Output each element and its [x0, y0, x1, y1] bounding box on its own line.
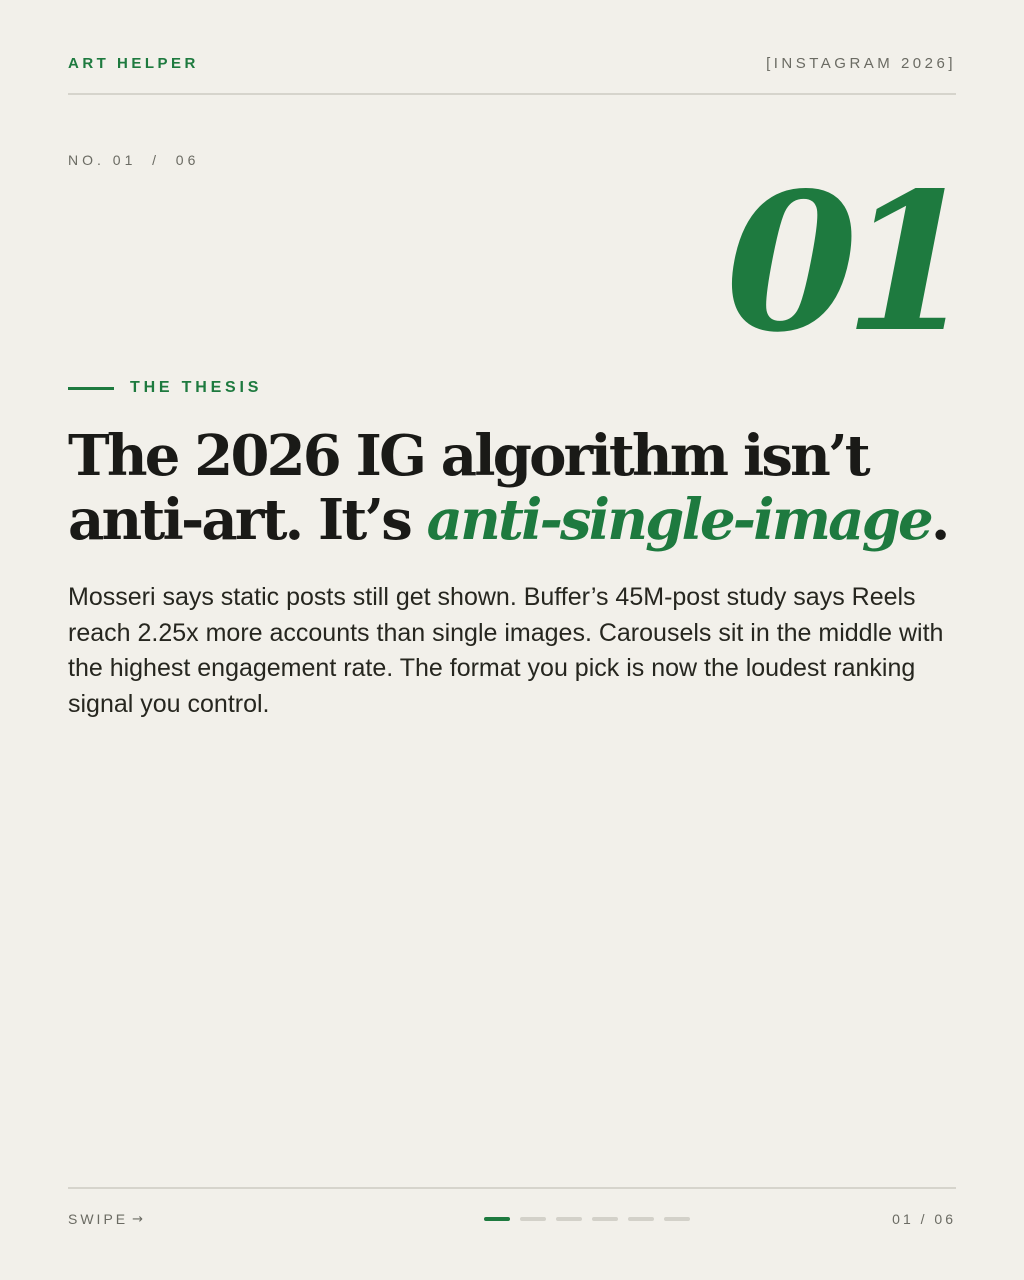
pagination-dot[interactable]	[520, 1217, 546, 1221]
eyebrow-label: THE THESIS	[130, 379, 263, 396]
swipe-label: SWIPE	[68, 1211, 129, 1227]
bottom-divider	[68, 1187, 956, 1189]
page-indicator: 01 / 06	[892, 1211, 956, 1227]
body-paragraph: Mosseri says static posts still get shown. Buffer’s 45M-post study says Reels reach 2.25x more accounts than single images. Carousels sit in the middle with the highest engagement rate. The format you pick is now the loudest ranking signal you control.	[68, 583, 944, 718]
slide-counter: NO. 01 / 06	[68, 152, 200, 168]
eyebrow-rule	[68, 387, 114, 390]
headline-lead: The 2026 IG algorithm isn’t anti-art. It’s	[68, 423, 868, 553]
headline-tail: .	[930, 487, 948, 553]
pagination-dot[interactable]	[592, 1217, 618, 1221]
pagination-dot[interactable]	[628, 1217, 654, 1221]
slide-number: 01	[725, 151, 962, 374]
pagination-dot[interactable]	[556, 1217, 582, 1221]
arrow-right-icon: →	[132, 1211, 144, 1227]
top-divider	[68, 93, 956, 95]
headline-accent: anti-single-image	[426, 487, 931, 553]
pagination-dot[interactable]	[664, 1217, 690, 1221]
headline	[68, 424, 968, 552]
swipe-hint[interactable]	[68, 1211, 143, 1227]
eyebrow	[68, 377, 262, 399]
brand-name: ART HELPER	[68, 54, 199, 72]
footer	[68, 1208, 956, 1230]
pagination-dots	[484, 1217, 690, 1221]
header-tag: [INSTAGRAM 2026]	[766, 54, 956, 72]
header	[68, 52, 956, 74]
pagination-dot[interactable]	[484, 1217, 510, 1221]
